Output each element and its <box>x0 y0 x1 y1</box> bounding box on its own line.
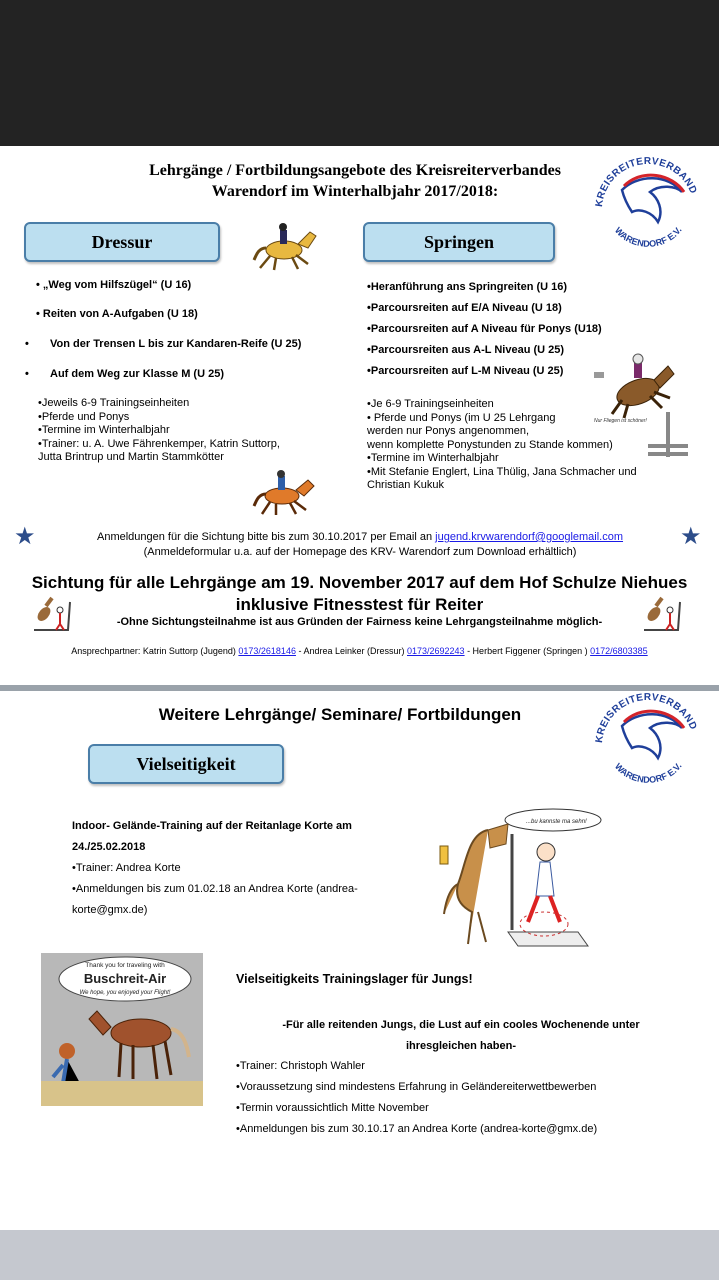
contact-line <box>0 646 719 656</box>
sichtung-title-2: inklusive Fitnesstest für Reiter <box>235 595 484 614</box>
dressur-course-3: Von der Trensen L bis zur Kandaren-Reife (U 25) <box>50 338 302 350</box>
star-icon: ★ <box>14 523 36 550</box>
dressur-detail: •Trainer: u. A. Uwe Fährenkemper, Katrin Suttorp, <box>38 437 280 450</box>
springen-details <box>367 398 697 493</box>
springen-detail: •Je 6-9 Trainingseinheiten <box>367 398 494 410</box>
dressur-bullet-4: • <box>25 368 29 380</box>
title-line-2: Warendorf im Winterhalbjahr 2017/2018: <box>211 183 499 200</box>
indoor-anmeldung-1: •Anmeldungen bis zum 01.02.18 an Andrea Korte (andrea- <box>72 883 358 895</box>
buschreit-thanks: Thank you for traveling with <box>85 962 165 969</box>
title-line-1: Lehrgänge / Fortbildungsangebote des Kreisreiterverbandes <box>149 162 561 179</box>
registration-line-2: (Anmeldeformular u.a. auf der Homepage des KRV- Warendorf zum Download erhältlich) <box>143 546 577 558</box>
camp-detail: •Voraussetzung sind mindestens Erfahrung in Geländereiterwettbewerben <box>236 1081 597 1093</box>
contact-text: Ansprechpartner: Katrin Suttorp (Jugend) <box>71 646 239 656</box>
springen-course-2: •Parcoursreiten auf E/A Niveau (U 18) <box>367 302 562 314</box>
springen-detail: •Mit Stefanie Englert, Lina Thülig, Jana Schmacher und <box>367 465 637 478</box>
star-icon: ★ <box>680 523 702 550</box>
springen-detail: • Pferde und Ponys (im U 25 Lehrgang <box>367 411 556 424</box>
top-status-area <box>0 0 719 146</box>
vielseitigkeit-heading: Vielseitigkeit <box>88 744 284 784</box>
camp-detail: •Termin voraussichtlich Mitte November <box>236 1102 429 1114</box>
logo-bottom-text: WARENDORF E.V. <box>612 760 684 785</box>
svg-text:KREISREITERVERBAND <box>594 692 699 744</box>
phone-link-jugend[interactable]: 0173/2618146 <box>238 646 296 656</box>
springen-course-5: •Parcoursreiten auf L-M Niveau (U 25) <box>367 365 564 377</box>
dressur-course-1: • „Weg vom Hilfszügel“ (U 16) <box>36 279 192 291</box>
indoor-anmeldung-2: korte@gmx.de) <box>72 904 148 916</box>
dressur-heading: Dressur <box>24 222 220 262</box>
logo-top-text: KREISREITERVERBAND <box>594 155 699 208</box>
svg-text:KREISREITERVERBAND <box>594 156 699 208</box>
buschreit-brand: Buschreit-Air <box>83 971 167 986</box>
registration-info <box>40 530 680 560</box>
camp-detail: •Anmeldungen bis zum 30.10.17 an Andrea Korte (andrea-korte@gmx.de) <box>236 1123 598 1135</box>
dressage-horse-icon <box>250 222 322 272</box>
springen-course-3: •Parcoursreiten auf A Niveau für Ponys (U18) <box>367 323 602 335</box>
indoor-training-block <box>72 816 392 921</box>
springen-detail: werden nur Ponys angenommen, <box>367 425 530 437</box>
dressur-detail: Jutta Brintrup und Martin Stammkötter <box>38 451 224 463</box>
indoor-title-line-1: Indoor- Gelände-Training auf der Reitanlage Korte am <box>72 820 352 832</box>
dressur-course-4: Auf dem Weg zur Klasse M (U 25) <box>50 368 224 380</box>
springen-detail: Christian Kukuk <box>367 479 445 491</box>
indoor-title-line-2: 24./25.02.2018 <box>72 841 146 853</box>
dressur-detail: •Jeweils 6-9 Trainingseinheiten <box>38 397 190 409</box>
dressur-detail: •Pferde und Ponys <box>38 410 130 423</box>
registration-line-1 <box>40 530 680 545</box>
springen-course-4: •Parcoursreiten aus A-L Niveau (U 25) <box>367 344 565 356</box>
camp-subtitle-line-2: ihresgleichen haben- <box>405 1040 517 1052</box>
camp-details <box>236 1056 706 1140</box>
springen-detail: wenn komplette Ponystunden zu Stande kommen) <box>367 438 613 451</box>
bottom-bar <box>0 1230 719 1280</box>
camp-subtitle <box>236 1015 686 1057</box>
camp-title: Vielseitigkeits Trainingslager für Jungs! <box>236 972 473 986</box>
krv-logo-icon <box>588 152 708 252</box>
section2-title: Weitere Lehrgänge/ Seminare/ Fortbildungen <box>158 705 522 724</box>
treadmill-cartoon-icon <box>30 596 74 636</box>
buschreit-air-image <box>41 953 203 1106</box>
logo-bottom-text: WARENDORF E.V. <box>612 224 684 249</box>
buschreit-air-cartoon-icon <box>41 953 203 1106</box>
dressur-details <box>38 397 348 465</box>
svg-text:WARENDORF E.V. <box>613 225 684 249</box>
phone-link-dressur[interactable]: 0173/2692243 <box>407 646 465 656</box>
springen-detail: •Termine im Winterhalbjahr <box>367 452 499 464</box>
camp-detail: •Trainer: Christoph Wahler <box>236 1060 365 1072</box>
dressur-course-2: • Reiten von A-Aufgaben (U 18) <box>36 308 198 320</box>
sichtung-title-1: Sichtung für alle Lehrgänge am 19. November 2017 auf dem Hof Schulze Niehues <box>31 573 688 592</box>
horse-treadmill-cartoon-icon <box>428 804 608 954</box>
jumping-caption: Nur Fliegen ist schöner! <box>594 418 647 424</box>
phone-link-springen[interactable]: 0172/6803385 <box>590 646 648 656</box>
dressur-detail: •Termine im Winterhalbjahr <box>38 424 170 436</box>
springen-course-1: •Heranführung ans Springreiten (U 16) <box>367 281 568 293</box>
pony-rider-icon <box>250 470 320 516</box>
camp-subtitle-line-1: -Für alle reitenden Jungs, die Lust auf ein cooles Wochenende unter <box>282 1019 640 1031</box>
indoor-trainer: •Trainer: Andrea Korte <box>72 862 181 874</box>
krv-logo-icon <box>588 688 708 788</box>
treadmill-cartoon-icon <box>640 596 684 636</box>
contact-text: - Herbert Figgener (Springen ) <box>464 646 591 656</box>
springen-heading: Springen <box>363 222 555 262</box>
page-title <box>110 160 600 202</box>
buschreit-hope: We hope, you enjoyed your Flight! <box>79 990 171 996</box>
registration-text: Anmeldungen für die Sichtung bitte bis zum 30.10.2017 per Email an <box>96 531 436 543</box>
dressur-bullet-3: • <box>25 338 29 350</box>
contact-text: - Andrea Leinker (Dressur) <box>295 646 407 656</box>
speech-bubble-text: ...bu kannste ma sehn! <box>526 819 587 825</box>
logo-top-text: KREISREITERVERBAND <box>594 691 699 744</box>
registration-email-link[interactable]: jugend.krvwarendorf@googlemail.com <box>435 531 624 543</box>
sichtung-note: -Ohne Sichtungsteilnahme ist aus Gründen der Fairness keine Lehrgangsteilnahme möglich- <box>116 616 603 628</box>
svg-text:WARENDORF E.V. <box>613 761 684 785</box>
